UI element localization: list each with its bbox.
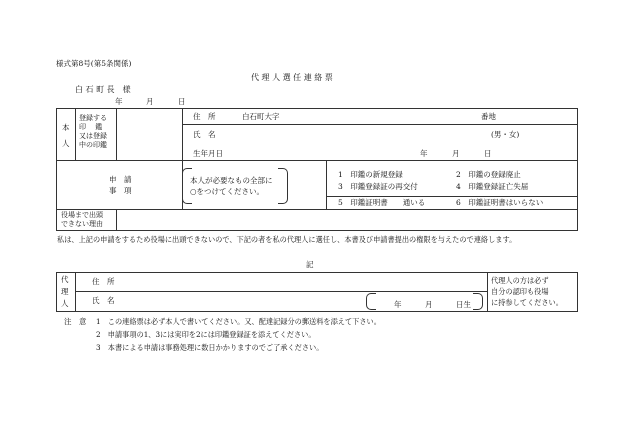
agent-note-1: 代理人の方は必ず [491, 276, 549, 285]
note-item-1: 1 この連絡票は必ず本人で書いてください。又、配達記録分の郵送料を添えて下さい。 [96, 317, 381, 326]
principal-birth-label: 生年月日 [193, 149, 223, 158]
agent-label-1: 代 [61, 275, 69, 284]
application-label-1: 申 請 [109, 175, 132, 184]
reason-field[interactable] [117, 210, 577, 230]
agent-label-2: 理 [61, 287, 69, 296]
reason-label-1: 役場まで出頭 [61, 211, 103, 219]
form-title: 代 理 人 選 任 連 絡 票 [251, 73, 333, 82]
principal-birth-month: 月 [452, 149, 460, 158]
seal-label-2: 印 鑑 [79, 123, 103, 131]
note-item-2: 2 申請事項の1、3には実印を2には印鑑登録証を添えてください。 [96, 330, 316, 339]
application-item-4[interactable]: 4 印鑑登録証亡失届 [456, 182, 529, 191]
agent-note-2: 自分の認印も役場 [491, 287, 549, 296]
note-bracket-right [278, 168, 288, 204]
principal-name-label: 氏 名 [193, 130, 216, 139]
agent-address-label: 住 所 [92, 277, 115, 286]
seal-label-4: 中の印鑑 [79, 141, 107, 149]
agent-birth-day: 日生 [456, 300, 471, 309]
ki-label: 記 [306, 260, 314, 269]
seal-label-3: 又は登録 [79, 132, 107, 140]
seal-impression-area[interactable] [117, 109, 181, 159]
agent-address-field[interactable] [125, 274, 483, 289]
principal-birth-year: 年 [420, 149, 428, 158]
statement-text: 私は、上記の申請をするため役場に出頭できないので、下記の者を私の代理人に選任し、本書及び申請書提出の権限を与えたので連絡します。 [57, 235, 517, 244]
principal-address-label: 住 所 [193, 112, 216, 121]
principal-birth-day: 日 [484, 149, 492, 158]
agent-birth-month: 月 [425, 300, 433, 309]
date-year: 年 [115, 97, 123, 106]
agent-birth-bracket-right [473, 293, 483, 310]
principal-label-top: 本 [62, 123, 70, 132]
application-note-1: 本人が必要なもの全部に [190, 176, 273, 185]
agent-birth-year: 年 [394, 300, 402, 309]
application-item-1[interactable]: 1 印鑑の新規登録 [338, 170, 403, 179]
application-label-2: 事 項 [109, 186, 132, 195]
note-bracket-left [182, 168, 192, 204]
application-item-2[interactable]: 2 印鑑の登録廃止 [456, 170, 521, 179]
form-code: 様式第8号(第5条関係) [56, 59, 132, 68]
addressee: 白 石 町 長 様 [75, 85, 131, 94]
seal-label-1: 登録する [79, 114, 107, 122]
agent-label-3: 人 [61, 299, 69, 308]
principal-gender[interactable]: (男・女) [491, 130, 520, 139]
principal-label-bottom: 人 [62, 139, 70, 148]
notes-label: 注 意 [64, 317, 87, 326]
agent-name-field[interactable] [125, 293, 360, 309]
application-item-5[interactable]: 5 印鑑証明書 通いる [338, 198, 426, 207]
principal-address-value[interactable]: 白石町大字 [242, 112, 280, 121]
application-item-3[interactable]: 3 印鑑登録証の再交付 [338, 182, 418, 191]
date-day: 日 [178, 97, 186, 106]
agent-name-label: 氏 名 [92, 296, 115, 305]
note-item-3: 3 本書による申請は事務処理に数日かかりますのでご了承ください。 [96, 343, 324, 352]
principal-banchi: 番地 [481, 112, 496, 121]
agent-note-3: に持参してください。 [491, 298, 563, 307]
reason-label-2: できない理由 [61, 220, 103, 228]
application-note-2: ○をつけてください。 [190, 187, 265, 196]
agent-birth-bracket-left [366, 293, 376, 310]
application-item-6[interactable]: 6 印鑑証明書はいらない [456, 198, 544, 207]
date-month: 月 [146, 97, 154, 106]
